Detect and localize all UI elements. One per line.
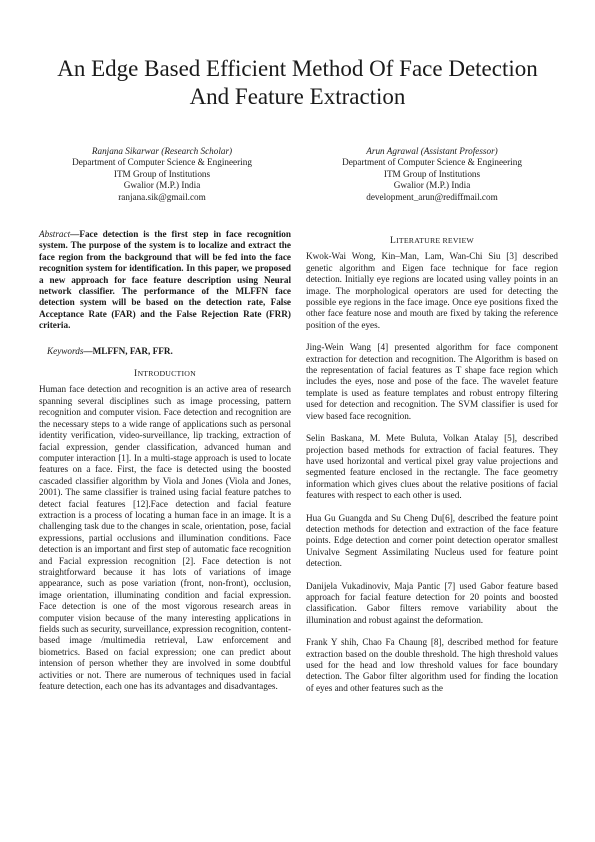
paper-title: [20, 55, 575, 111]
right-column: [306, 229, 558, 705]
author-department: Department of Computer Science & Engineering: [72, 157, 252, 168]
keywords: [39, 346, 291, 357]
author-block-1: [32, 146, 292, 203]
author-name: Ranjana Sikarwar (Research Scholar): [91, 146, 233, 156]
abstract-label: Abstract: [39, 229, 71, 239]
abstract: [39, 229, 291, 332]
author-institution: ITM Group of Institutions: [383, 168, 481, 179]
literature-review-heading: LITERATURE REVIEW: [390, 235, 474, 246]
author-email: ranjana.sik@gmail.com: [118, 191, 206, 202]
keywords-label: Keywords: [47, 345, 84, 356]
title-line: And Feature Extraction: [189, 84, 406, 109]
literature-paragraph: Jing-Wein Wang [4] presented algorithm for face component extraction for detection and recognition. The Algorithm is based on the representation of facial features as T shape face region which includes the eyes, nose and pose of the face. The wavelet feature template is used as feature templates and robust entropy filtering used for detection and recognition. The SVM classifier is used for view based face recognition.: [306, 342, 558, 421]
left-column: [39, 229, 291, 692]
author-location: Gwalior (M.P.) India: [393, 180, 471, 191]
literature-paragraph: Kwok-Wai Wong, Kin–Man, Lam, Wan-Chi Siu [3] described genetic algorithm and Eigen face technique for face region detection. Initially eye regions are located using valley points in an image. The morphological operators are used for detecting the possible eye regions in the face image. Once eye positions fixed the other face feature nose and mouth are fixed by taking the reference position of the eyes.: [306, 251, 558, 330]
literature-paragraph: Danijela Vukadinoviv, Maja Pantic [7] used Gabor feature based approach for facial feature detection for 20 points and boosted classification. Gabor filters remove variability about the illumination and robust against the deformation.: [306, 580, 558, 625]
introduction-text: Human face detection and recognition is an active area of research spanning several disciplines such as image processing, pattern recognition and computer vision. Face detection and recognition are the necessary steps to a wide range of applications such as personal identity verification, video-surveillance, lip tracking, extraction of facial expression, gender classification, advanced human and computer interaction [1]. In a multi-stage approach is used to locate features on a face. First, the face is detected using the boosted cascaded classifier algorithm by Viola and Jones (Viola and Jones, 2001). The same classifier is trained using facial feature patches to detect facial features [12].Face detection and facial feature extraction is a process of locating a human face in an image. It is a challenging task due to the changes in scale, orientation, pose, facial expressions, partial occlusions and illumination conditions. Face detection is an important and first step of automatic face recognition and Facial expression recognition [2]. Face detection is not straightforward because it has lots of variations of image appearance, such as pose variation (front, non-front), occlusion, image orientation, illuminating condition and facial expression. Face detection is one of the most vigorous research areas in computer vision because of the many interesting applications in fields such as security, surveillance, expression recognition, content-based image /multimedia retrieval, Law enforcement and biometrics. Based on facial expression; one can predict about intension of person whether they are involved in some doubtful activities or not. There are numerous of techniques used in facial feature detection, each one has its advantages and disadvantages.: [39, 384, 291, 692]
literature-paragraph: Hua Gu Guangda and Su Cheng Du[6], described the feature point detection methods for detection and extraction of the face feature points. Edge detection and corner point detection operator smallest Univalve Segment Assimilating Nucleus used for feature point detection.: [306, 512, 558, 569]
introduction-heading: INTRODUCTION: [134, 368, 196, 380]
author-name: Arun Agrawal (Assistant Professor): [366, 146, 498, 156]
literature-paragraph: Frank Y shih, Chao Fa Chaung [8], described method for feature extraction based on the double threshold. The high threshold values used for the head and low threshold values for face boundary detection. The Gabor filter algorithm used for finding the location of eyes and other features such as the: [306, 637, 558, 693]
abstract-text: —Face detection is the first step in face recognition system. The purpose of the system is to localize and extract the face region from the background that will be fed into the face recognition system for identification. In this paper, we proposed a new approach for face feature description using Neural network classifier. The performance of the MLFFN face detection system will be based on the detection rate, False Acceptance Rate (FAR) and the False Rejection Rate (FRR) criteria.: [39, 229, 291, 331]
title-line: An Edge Based Efficient Method Of Face Detection: [57, 56, 538, 81]
author-email: development_arun@rediffmail.com: [366, 191, 498, 202]
author-institution: ITM Group of Institutions: [113, 168, 211, 179]
keywords-text: —MLFFN, FAR, FFR.: [83, 345, 173, 356]
author-department: Department of Computer Science & Engineering: [342, 157, 522, 168]
author-block-2: [302, 146, 562, 203]
author-location: Gwalior (M.P.) India: [123, 180, 201, 191]
literature-paragraph: Selin Baskana, M. Mete Buluta, Volkan Atalay [5], described projection based methods for extraction of facial features. They have used horizontal and vertical pixel gray value projections and segmented feature enclosed in the rectangle. The face geometry information which gives clues about the relative positions of facial features with respect to each other is used.: [306, 433, 558, 501]
